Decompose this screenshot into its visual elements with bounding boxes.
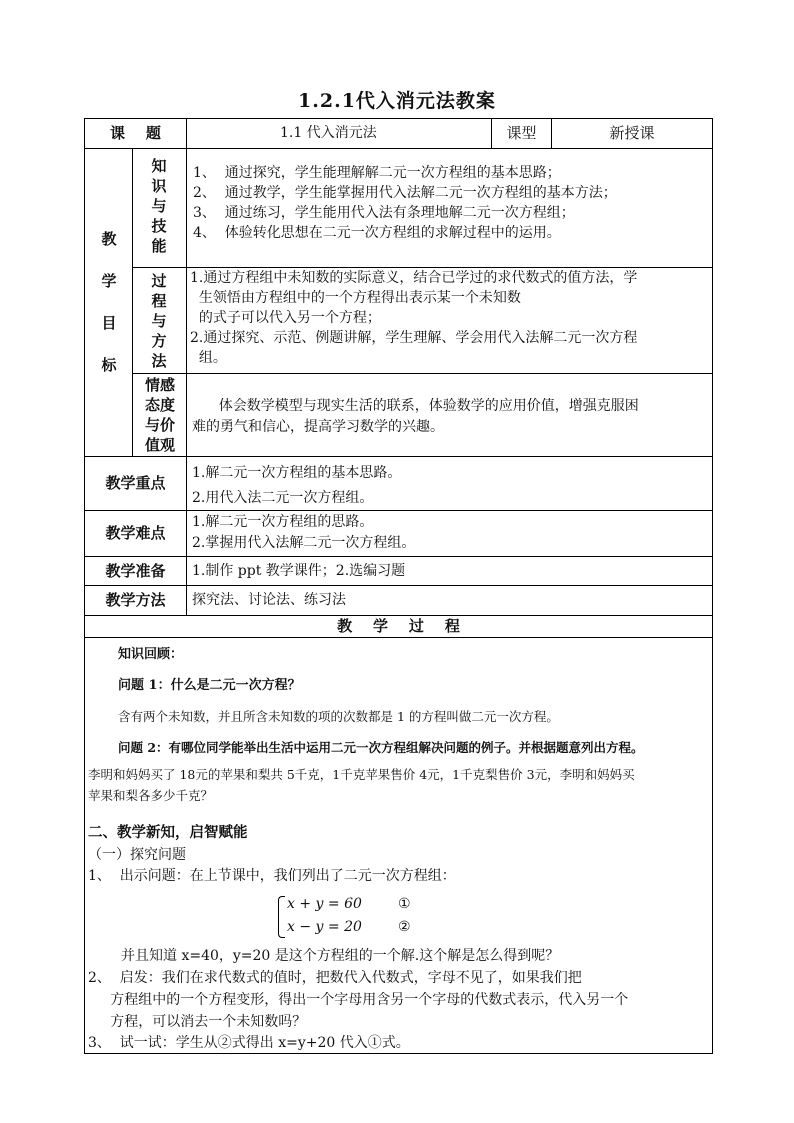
objectives-label-char: 标 bbox=[101, 356, 117, 374]
row-divider bbox=[84, 637, 713, 638]
row-divider bbox=[132, 373, 713, 374]
step-2-line: 2、 启发：我们在求代数式的值时，把数代入代数式，字母不见了，如果我们把 bbox=[88, 970, 582, 986]
process-label-char: 法 bbox=[151, 352, 167, 370]
review-title: 知识回顾： bbox=[118, 647, 184, 662]
difficulties-label: 教学难点 bbox=[105, 524, 166, 542]
question-1: 问题 1：什么是二元一次方程？ bbox=[118, 678, 301, 693]
known-solution-line: 并且知道 x=40，y=20 是这个方程组的一个解.这个解是怎么得到呢？ bbox=[121, 948, 560, 964]
objectives-label-char: 学 bbox=[101, 272, 117, 290]
knowledge-label-char: 能 bbox=[151, 237, 167, 255]
step-2-line: 方程，可以消去一个未知数吗？ bbox=[88, 1014, 307, 1030]
subsection-title: （一）探究问题 bbox=[88, 847, 186, 863]
objectives-label-char: 教 bbox=[101, 230, 117, 248]
preparation-label: 教学准备 bbox=[105, 561, 166, 580]
process-label-char: 方 bbox=[151, 332, 167, 350]
knowledge-item: 3、 通过练习，学生能用代入法有条理地解二元一次方程组； bbox=[193, 205, 575, 221]
methods-value: 探究法、讨论法、练习法 bbox=[192, 592, 346, 608]
difficulties-content bbox=[192, 512, 707, 554]
col-divider bbox=[132, 148, 133, 457]
equation-brace bbox=[278, 896, 285, 938]
difficulty-line: 1.解二元一次方程组的思路。 bbox=[192, 514, 374, 530]
row-divider bbox=[84, 148, 713, 149]
example-line: 苹果和梨各多少千克？ bbox=[88, 788, 214, 803]
equation-1: x + y = 60 bbox=[287, 896, 362, 912]
key-points-label: 教学重点 bbox=[105, 474, 166, 492]
attitude-label-line: 值观 bbox=[144, 436, 175, 454]
attitude-label-line: 情感 bbox=[144, 376, 175, 394]
process-label-char: 程 bbox=[151, 292, 167, 310]
difficulty-line: 2.掌握用代入法解二元一次方程组。 bbox=[192, 535, 416, 551]
key-point-line: 1.解二元一次方程组的基本思路。 bbox=[192, 465, 402, 481]
process-line: 2.通过探究、示范、例题讲解，学生理解、学会用代入法解二元一次方程 bbox=[190, 330, 638, 346]
section-2-title: 二、教学新知，启智赋能 bbox=[88, 824, 248, 841]
methods-label: 教学方法 bbox=[105, 591, 166, 609]
attitude-label bbox=[140, 375, 180, 455]
attitude-label-line: 态度 bbox=[144, 396, 175, 414]
attitude-content bbox=[192, 396, 710, 438]
objectives-label-char: 目 bbox=[101, 314, 117, 332]
step-1: 1、 出示问题：在上节课中，我们列出了二元一次方程组： bbox=[88, 868, 456, 884]
process-label-char: 与 bbox=[151, 312, 167, 330]
example-line: 李明和妈妈买了 18元的苹果和梨共 5千克，1千克苹果售价 4元，1千克梨售价 3元，李明和妈妈买 bbox=[88, 767, 635, 782]
page-title: 1.2.1代入消元法教案 bbox=[298, 90, 496, 112]
key-points-content bbox=[192, 462, 707, 509]
topic-label: 课 题 bbox=[110, 124, 161, 142]
type-value: 新授课 bbox=[609, 124, 655, 142]
process-content bbox=[190, 268, 710, 368]
process-line: 1.通过方程组中未知数的实际意义，结合已学过的求代数式的值方法，学 bbox=[190, 270, 638, 286]
knowledge-label-char: 与 bbox=[151, 197, 167, 215]
col-divider bbox=[186, 118, 187, 149]
objectives-label bbox=[98, 228, 120, 376]
process-header: 教 学 过 程 bbox=[337, 617, 460, 635]
knowledge-label-char: 知 bbox=[151, 157, 167, 175]
knowledge-item: 1、 通过探究，学生能理解解二元一次方程组的基本思路； bbox=[193, 165, 561, 181]
preparation-value: 1.制作 ppt 教学课件；2.选编习题 bbox=[192, 562, 406, 579]
process-line: 的式子可以代入另一个方程； bbox=[190, 310, 381, 326]
process-line: 组。 bbox=[190, 350, 227, 366]
attitude-label-line: 与价 bbox=[144, 416, 175, 434]
type-label: 课型 bbox=[506, 124, 537, 142]
step-3: 3、 试一试：学生从②式得出 x=y+20 代入①式。 bbox=[88, 1035, 410, 1051]
process-line: 生领悟由方程组中的一个方程得出表示某一个未知数 bbox=[190, 290, 521, 306]
knowledge-label-char: 技 bbox=[151, 217, 167, 235]
attitude-line: 难的勇气和信心，提高学习数学的兴趣。 bbox=[192, 419, 444, 435]
key-point-line: 2.用代入法二元一次方程组。 bbox=[192, 490, 374, 506]
col-divider bbox=[186, 148, 187, 615]
attitude-line: 体会数学模型与现实生活的联系，体验数学的应用价值，增强克服困 bbox=[192, 398, 639, 414]
knowledge-item: 2、 通过教学，学生能掌握用代入法解二元一次方程组的基本方法； bbox=[193, 185, 617, 201]
equation-2-number: ② bbox=[398, 919, 411, 935]
knowledge-label-char: 识 bbox=[151, 177, 167, 195]
answer-1: 含有两个未知数，并且所含未知数的项的次数都是 1 的方程叫做二元一次方程。 bbox=[118, 709, 559, 724]
question-2: 问题 2：有哪位同学能举出生活中运用二元一次方程组解决问题的例子。并根据题意列出方程。 bbox=[118, 740, 644, 755]
equation-1-number: ① bbox=[398, 896, 411, 912]
step-2-line: 方程组中的一个方程变形，得出一个字母用含另一个字母的代数式表示，代入另一个 bbox=[88, 992, 629, 1008]
knowledge-label bbox=[148, 156, 170, 256]
process-label-char: 过 bbox=[151, 272, 167, 290]
topic-value: 1.1 代入消元法 bbox=[280, 125, 377, 141]
equation-2: x − y = 20 bbox=[287, 919, 362, 935]
knowledge-item: 4、 体验转化思想在二元一次方程组的求解过程中的运用。 bbox=[193, 225, 561, 241]
process-label bbox=[148, 271, 170, 371]
knowledge-content bbox=[193, 163, 708, 243]
